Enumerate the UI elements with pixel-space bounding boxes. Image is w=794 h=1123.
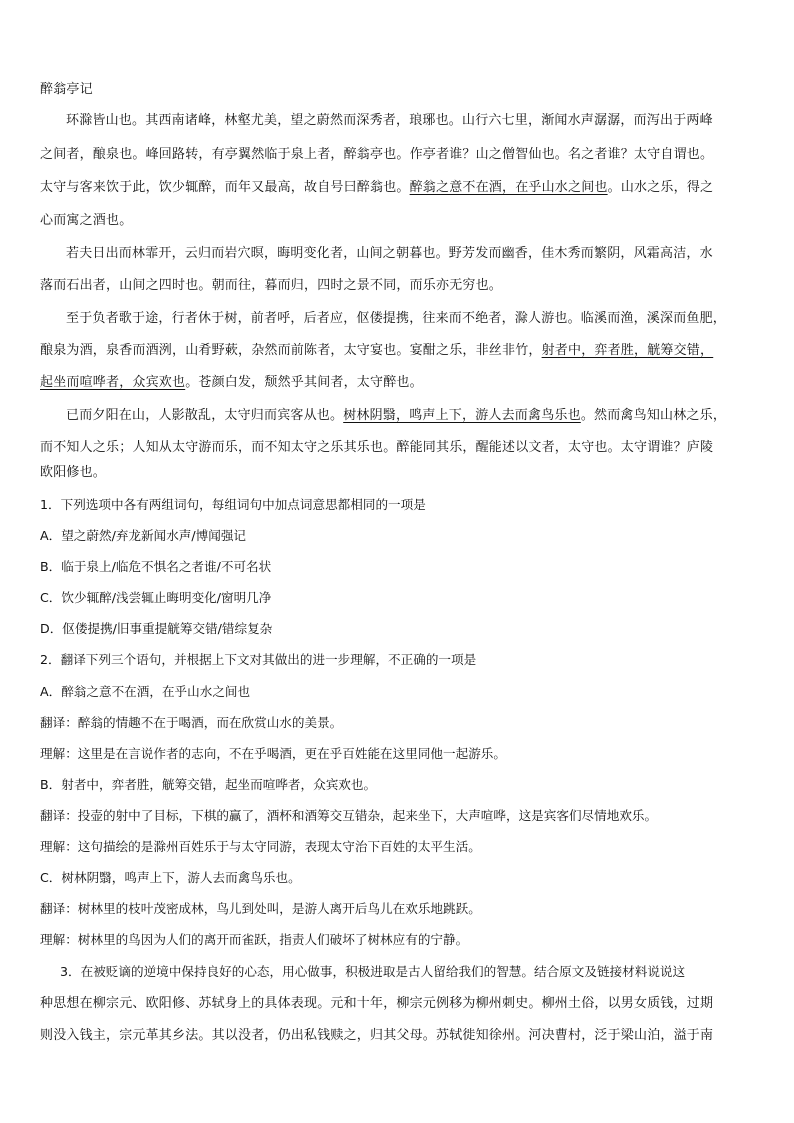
essay-p4-line2: 而不知人之乐；人知从太守游而乐，而不知太守之乐其乐也。醉能同其乐，醒能述以文者，太守也。太守谓谁？庐陵 bbox=[40, 440, 714, 455]
question-3-line3: 则没入钱主，宗元革其乡法。其以没者，仍出私钱赎之，归其父母。苏轼徙知徐州。河决曹村，泛于梁山泊，溢于南 bbox=[40, 1028, 714, 1043]
question-2-stem: 2．翻译下列三个语句，并根据上下文对其做出的进一步理解，不正确的一项是 bbox=[40, 652, 477, 667]
question-1-option-d: D．伛偻提携/旧事重提觥筹交错/错综复杂 bbox=[40, 621, 273, 636]
question-2-a-sentence: A．醉翁之意不在酒，在乎山水之间也 bbox=[40, 684, 251, 699]
essay-p2-line1: 若夫日出而林霏开，云归而岩穴暝，晦明变化者，山间之朝暮也。野芳发而幽香，佳木秀而繁阴，风霜高洁，水 bbox=[66, 246, 713, 261]
question-2-a-understanding: 理解：这里是在言说作者的志向，不在乎喝酒，更在乎百姓能在这里同他一起游乐。 bbox=[40, 746, 506, 761]
essay-p1-line1: 环滁皆山也。其西南诸峰，林壑尤美，望之蔚然而深秀者，琅琊也。山行六七里，渐闻水声潺潺，而泻出于两峰 bbox=[66, 113, 713, 128]
question-2-c-sentence: C．树林阴翳，鸣声上下，游人去而禽鸟乐也。 bbox=[40, 870, 301, 885]
essay-p3-line2 bbox=[40, 343, 713, 359]
essay-title: 醉翁亭记 bbox=[40, 82, 93, 97]
underlined-sentence: 醉翁之意不在酒，在乎山水之间也 bbox=[409, 180, 608, 195]
essay-p4-line1 bbox=[66, 408, 726, 424]
question-2-c-understanding: 理解：树林里的鸟因为人们的离开而雀跃，指责人们破坏了树林应有的宁静。 bbox=[40, 932, 469, 947]
underlined-sentence: 树林阴翳，鸣声上下，游人去而禽鸟乐也 bbox=[343, 408, 581, 423]
question-3-line1: 3．在被贬谪的逆境中保持良好的心态，用心做事，积极进取是古人留给我们的智慧。结合原文及链接材料说说这 bbox=[60, 964, 686, 979]
essay-p3-line1: 至于负者歌于途，行者休于树，前者呼，后者应，伛偻提携，往来而不绝者，滁人游也。临溪而渔，溪深而鱼肥， bbox=[66, 311, 727, 326]
essay-text: 。山水之乐，得之 bbox=[607, 180, 714, 195]
essay-p2-line2: 落而石出者，山间之四时也。朝而往，暮而归，四时之景不同，而乐亦无穷也。 bbox=[40, 278, 503, 293]
question-2-a-translation: 翻译：醉翁的情趣不在于喝酒，而在欣赏山水的美景。 bbox=[40, 715, 343, 730]
question-2-c-translation: 翻译：树林里的枝叶茂密成林，鸟儿到处叫，是游人离开后鸟儿在欢乐地跳跃。 bbox=[40, 901, 481, 916]
essay-text: 太守与客来饮于此，饮少辄醉，而年又最高，故自号曰醉翁也。 bbox=[40, 180, 410, 195]
question-1-option-b: B．临于泉上/临危不惧名之者谁/不可名状 bbox=[40, 559, 272, 574]
question-1-stem: 1．下列选项中各有两组词句，每组词句中加点词意思都相同的一项是 bbox=[40, 497, 426, 512]
essay-p1-line3 bbox=[40, 180, 713, 196]
underlined-sentence: 射者中，弈者胜，觥筹交错， bbox=[541, 343, 714, 358]
essay-p1-line4: 心而寓之酒也。 bbox=[40, 213, 133, 228]
essay-text: 。然而禽鸟知山林之乐， bbox=[580, 408, 727, 423]
question-2-b-sentence: B．射者中，弈者胜，觥筹交错，起坐而喧哗者，众宾欢也。 bbox=[40, 777, 377, 792]
question-3-line2: 种思想在柳宗元、欧阳修、苏轼身上的具体表现。元和十年，柳宗元例移为柳州刺史。柳州土俗，以男女质钱，过期 bbox=[40, 996, 714, 1011]
question-2-b-translation: 翻译：投壶的射中了目标，下棋的赢了，酒杯和酒筹交互错杂，起来坐下，大声喧哗，这是宾客们尽情地欢乐。 bbox=[40, 808, 658, 823]
essay-text: 已而夕阳在山，人影散乱，太守归而宾客从也。 bbox=[66, 408, 344, 423]
essay-p1-line2: 之间者，酿泉也。峰回路转，有亭翼然临于泉上者，醉翁亭也。作亭者谁？山之僧智仙也。名之者谁？太守自谓也。 bbox=[40, 147, 714, 162]
question-1-option-a: A．望之蔚然/弃龙新闻水声/博闻强记 bbox=[40, 528, 247, 543]
essay-text: 酿泉为酒，泉香而酒洌，山肴野蔌，杂然而前陈者，太守宴也。宴酣之乐，非丝非竹， bbox=[40, 343, 542, 358]
essay-p3-line3 bbox=[40, 375, 423, 391]
essay-text: 。苍颜白发，颓然乎其间者，太守醉也。 bbox=[185, 375, 423, 390]
essay-p4-line3: 欧阳修也。 bbox=[40, 465, 107, 480]
underlined-sentence: 起坐而喧哗者，众宾欢也 bbox=[40, 375, 186, 390]
question-2-b-understanding: 理解：这句描绘的是滁州百姓乐于与太守同游，表现太守治下百姓的太平生活。 bbox=[40, 839, 481, 854]
question-1-option-c: C．饮少辄醉/浅尝辄止晦明变化/窗明几净 bbox=[40, 590, 272, 605]
